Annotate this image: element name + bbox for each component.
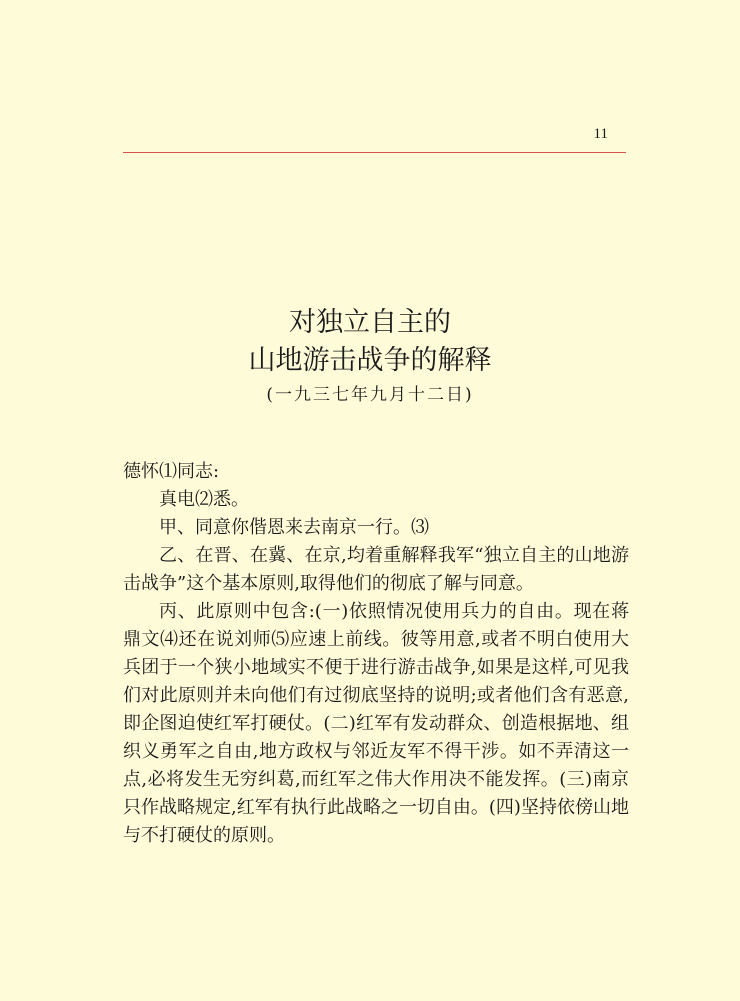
paragraph: 丙、此原则中包含:(一)依照情况使用兵力的自由。现在蒋鼎文⑷还在说刘师⑸应速上前线。彼等用意,或者不明白使用大兵团于一个狭小地域实不便于进行游击战争,如果是这样,可见我们对此原则并未向他们有过彻底坚持的说明;或者他们含有恶意,即企图迫使红军打硬仗。(二)红军有发动群众、创造根据地、组织义勇军之自由,地方政权与邻近友军不得干涉。如不弄清这一点,必将发生无穷纠葛,而红军之伟大作用决不能发挥。(三)南京只作战略规定,红军有执行此战略之一切自由。(四)坚持依傍山地与不打硬仗的原则。 [123,601,629,846]
article-date: (一九三七年九月十二日) [266,385,474,405]
article-title [0,304,740,380]
paragraph: 乙、在晋、在冀、在京,均着重解释我军“独立自主的山地游击战争”这个基本原则,取得他们的彻底了解与同意。 [123,545,629,594]
page-number: 11 [593,126,608,142]
title-line-2: 山地游击战争的解释 [248,345,492,377]
salutation: 德怀⑴同志: [123,461,220,482]
paragraph: 真电⑵悉。 [159,489,249,510]
article-body [123,458,629,850]
paragraph: 甲、同意你偕恩来去南京一行。⑶ [159,517,429,538]
header-rule [123,152,626,153]
title-line-1: 对独立自主的 [289,307,451,339]
